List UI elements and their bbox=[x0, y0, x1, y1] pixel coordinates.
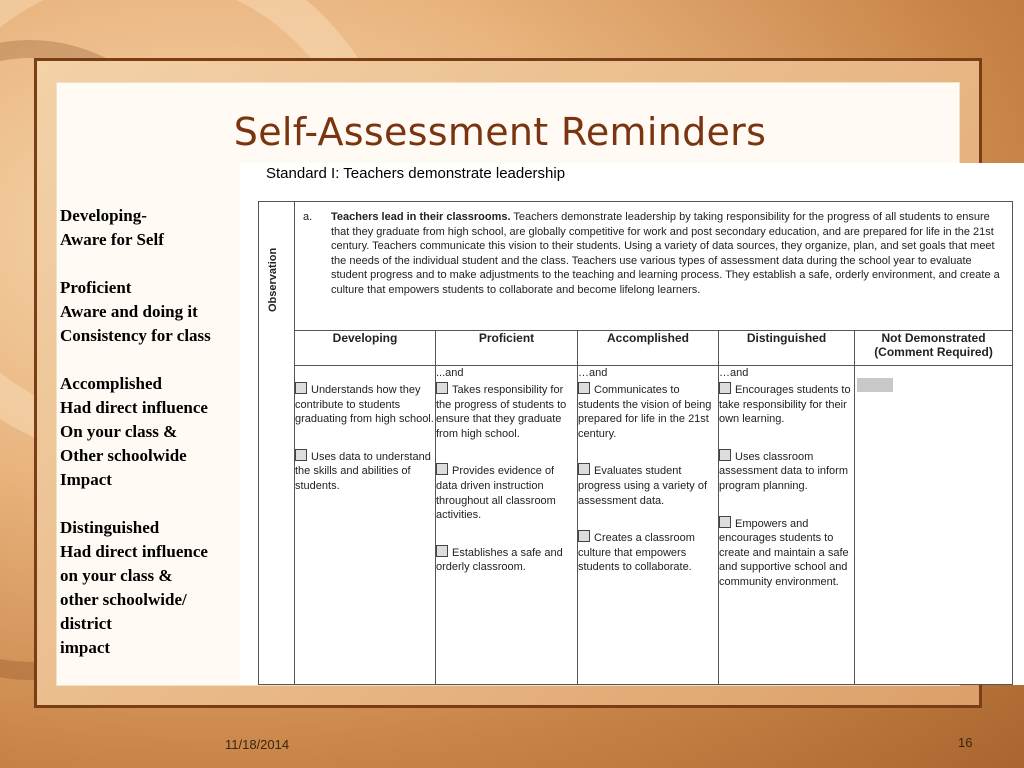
note-line: on your class & bbox=[60, 566, 173, 585]
checkbox[interactable] bbox=[719, 516, 731, 528]
item-description-cell bbox=[295, 202, 1013, 331]
note-line: On your class & bbox=[60, 422, 178, 441]
item-heading: Teachers lead in their classrooms. bbox=[331, 211, 511, 223]
checkbox[interactable] bbox=[578, 530, 590, 542]
note-line: impact bbox=[60, 638, 111, 657]
footer-date: 11/18/2014 bbox=[225, 737, 290, 752]
item-letter: a. bbox=[303, 211, 313, 223]
checkbox[interactable] bbox=[436, 382, 448, 394]
rubric-item-text: Empowers and encourages students to create and maintain a safe and supportive school and community environment. bbox=[719, 517, 849, 588]
item-text: Teachers demonstrate leadership by taking responsibility for the progress of all students to ensure that they graduate from high school, are globally competitive for work and post secondary education, and are prepared for life in the 21st century. Teachers communicate this vision to their students. Using a variety of data sources, they organize, plan, and set goals that meet the needs of the individual student and the class. Teachers use various types of assessment data during the school year to evaluate student progress and to make adjustments to the teaching and learning process. They establish a safe, orderly environment, and create a culture that empowers students to collaborate and become lifelong learners. bbox=[331, 211, 1000, 296]
rubric-item bbox=[578, 382, 718, 441]
rubric-item bbox=[436, 382, 577, 441]
rubric-item bbox=[436, 545, 577, 575]
note-line: Aware for Self bbox=[60, 230, 164, 249]
rubric-item-text: Understands how they contribute to students graduating from high school. bbox=[295, 384, 434, 426]
observation-row bbox=[259, 202, 1013, 331]
checkbox[interactable] bbox=[578, 463, 590, 475]
checkbox[interactable] bbox=[436, 463, 448, 475]
note-group bbox=[60, 204, 245, 252]
rating-column bbox=[436, 366, 578, 685]
rating-header: Proficient bbox=[436, 331, 578, 366]
note-line: Distinguished bbox=[60, 518, 160, 537]
rating-column bbox=[578, 366, 719, 685]
note-line: Aware and doing it bbox=[60, 302, 198, 321]
checkbox[interactable] bbox=[578, 382, 590, 394]
rubric-item bbox=[719, 449, 854, 494]
note-line: other schoolwide/ bbox=[60, 590, 187, 609]
rubric-item bbox=[295, 382, 435, 427]
checkbox[interactable] bbox=[295, 449, 307, 461]
and-label: …and bbox=[578, 367, 608, 379]
standard-title: Standard I: Teachers demonstrate leadership bbox=[266, 165, 566, 182]
page-number: 16 bbox=[958, 735, 973, 750]
note-line: Other schoolwide bbox=[60, 446, 187, 465]
rating-column bbox=[719, 366, 855, 685]
comment-box[interactable] bbox=[857, 378, 893, 392]
rubric-item bbox=[436, 463, 577, 522]
note-line: Had direct influence bbox=[60, 398, 208, 417]
note-line: Developing- bbox=[60, 206, 147, 225]
note-line: Impact bbox=[60, 470, 112, 489]
rating-column bbox=[295, 366, 436, 685]
left-notes bbox=[60, 204, 245, 684]
note-line: Proficient bbox=[60, 278, 132, 297]
rubric-item bbox=[578, 530, 718, 575]
observation-label: Observation bbox=[267, 247, 279, 312]
rubric-item bbox=[578, 463, 718, 508]
observation-cell bbox=[259, 202, 295, 685]
and-label: …and bbox=[719, 367, 749, 379]
note-line: Had direct influence bbox=[60, 542, 208, 561]
note-line: Accomplished bbox=[60, 374, 162, 393]
rubric-table bbox=[258, 201, 1013, 685]
rubric-item-text: Uses data to understand the skills and abilities of students. bbox=[295, 450, 431, 492]
slide-title: Self-Assessment Reminders bbox=[233, 110, 767, 154]
note-group bbox=[60, 372, 245, 492]
rating-header-row bbox=[259, 331, 1013, 366]
and-label bbox=[295, 366, 435, 382]
rubric-item-text: Takes responsibility for the progress of students to ensure that they graduate from high school. bbox=[436, 384, 567, 440]
note-line: district bbox=[60, 614, 112, 633]
rubric-item-text: Creates a classroom culture that empowers students to collaborate. bbox=[578, 532, 695, 574]
note-line: Consistency for class bbox=[60, 326, 211, 345]
rubric-item-text: Provides evidence of data driven instruction throughout all classroom activities. bbox=[436, 465, 556, 522]
checkbox[interactable] bbox=[436, 545, 448, 557]
rubric-item bbox=[295, 449, 435, 494]
and-label: ...and bbox=[436, 367, 464, 379]
checkbox[interactable] bbox=[719, 382, 731, 394]
note-group bbox=[60, 516, 245, 660]
checkbox[interactable] bbox=[295, 382, 307, 394]
checkbox[interactable] bbox=[719, 449, 731, 461]
rubric-item-text: Establishes a safe and orderly classroom. bbox=[436, 546, 563, 574]
rubric-item bbox=[719, 516, 854, 590]
rating-header: Developing bbox=[295, 331, 436, 366]
rating-header: Accomplished bbox=[578, 331, 719, 366]
rating-header: Distinguished bbox=[719, 331, 855, 366]
rating-body-row bbox=[259, 366, 1013, 685]
not-demonstrated-column bbox=[855, 366, 1013, 685]
rubric-item-text: Communicates to students the vision of being prepared for life in the 21st century. bbox=[578, 384, 712, 440]
rubric-document bbox=[240, 163, 1024, 685]
rating-header: Not Demonstrated (Comment Required) bbox=[855, 331, 1013, 366]
rubric-item-text: Evaluates student progress using a variety of assessment data. bbox=[578, 465, 708, 507]
rubric-item-text: Encourages students to take responsibility for their own learning. bbox=[719, 384, 851, 426]
rubric-item-text: Uses classroom assessment data to inform program planning. bbox=[719, 450, 849, 492]
note-group bbox=[60, 276, 245, 348]
rubric-item bbox=[719, 382, 854, 427]
